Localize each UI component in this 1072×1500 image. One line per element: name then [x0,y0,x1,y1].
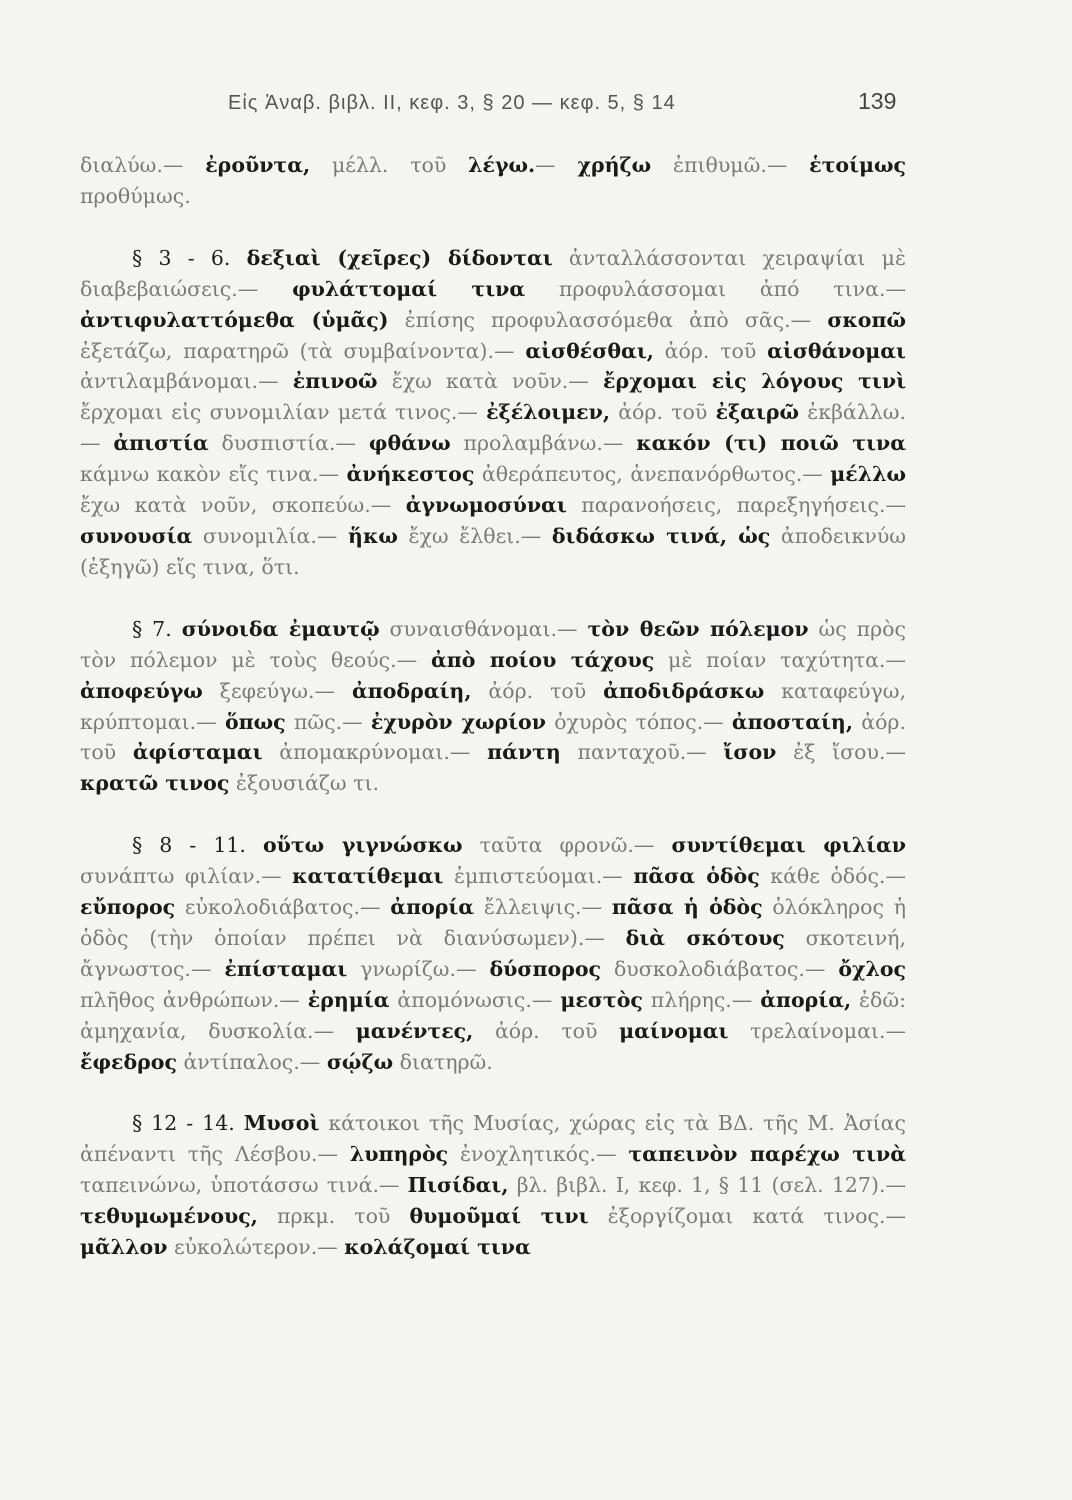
glossary-term: σῴζω [326,1049,394,1074]
glossary-term: πᾶσα ἡ ὁδὸς [611,895,763,920]
glossary-text [80,150,906,1294]
glossary-definition: ἐξοργίζομαι κατά τινος.— [588,1204,907,1229]
glossary-term: μανέντες, [355,1018,474,1043]
glossary-definition: ἐξουσιάζω τι. [229,771,380,796]
glossary-definition: προθύμως. [80,183,191,208]
glossary-definition: ἐνοχλητικός.— [448,1142,629,1167]
glossary-definition: τρελαίνομαι.— [728,1018,906,1043]
glossary-definition: συνάπτω φιλίαν.— [80,864,293,889]
glossary-definition: ἀόρ. τοῦ [471,678,604,703]
glossary-term: λυπηρὸς [349,1142,449,1167]
glossary-definition: σκοτεινή, ἄγνωστος.— [80,925,906,981]
section-marker: § 3 - 6. [132,245,231,270]
glossary-definition: ἔχω κατὰ νοῦν.— [377,369,603,394]
glossary-definition: ἐμπιστεύομαι.— [443,864,634,889]
glossary-definition: κάθε ὁδός.— [759,864,906,889]
glossary-term: ἀγνωμοσύναι [405,493,567,518]
glossary-term: ὄχλος [838,956,906,981]
glossary-definition: ταῦτα φρονῶ.— [462,833,672,858]
glossary-definition: ἀπομακρύνομαι.— [262,740,488,765]
glossary-term: μαίνομαι [619,1018,729,1043]
glossary-term: ἐροῦντα, [205,153,311,177]
glossary-definition: ἐπιθυμῶ.— [651,153,810,177]
glossary-definition: πλῆθος ἀνθρώπων.— [80,987,308,1012]
glossary-term: πᾶσα ὁδὸς [633,864,760,889]
glossary-definition: ἀποδεικνύω (ἐξηγῶ) εἴς τινα, ὅτι. [80,523,907,579]
glossary-definition: ὁλόκληρος ἡ ὁδὸς (τὴν ὁποίαν πρέπει νὰ διανύσωμεν).— [80,895,906,950]
glossary-definition: βλ. βιβλ. I, κεφ. 1, § 11 (σελ. 127).— [508,1173,906,1198]
glossary-term: μᾶλλον [80,1235,168,1260]
glossary-term: ἐξαιρῶ [715,400,800,425]
glossary-term: Μυσοὶ [243,1111,320,1136]
glossary-definition: ἀόρ. τοῦ [653,338,768,363]
glossary-term: ἀπιστία [113,431,209,456]
glossary-paragraph [80,150,906,212]
glossary-term: ὅπως [224,709,286,734]
glossary-term: ἀνήκεστος [346,462,475,487]
glossary-term: ἐρημία [307,987,390,1012]
section-marker: § 12 - 14. [132,1111,235,1136]
glossary-definition: μὲ ποίαν ταχύτητα.— [654,647,906,672]
glossary-definition: δυσκολοδιάβατος.— [600,956,839,981]
glossary-definition: ἔχω ἔλθει.— [397,523,552,548]
glossary-definition: — [535,153,578,177]
glossary-term: ἐξέλοιμεν, [486,400,610,425]
glossary-definition: ἐπίσης προφυλασσόμεθα ἀπὸ σᾶς.— [388,307,828,332]
glossary-term: ἀντιφυλαττόμεθα (ὑμᾶς) [80,307,389,332]
glossary-paragraph [80,830,906,1077]
glossary-term: διὰ σκότους [625,925,785,950]
section-marker: § 8 - 11. [132,833,246,858]
glossary-term: ἀποσταίη, [731,709,853,734]
glossary-definition: δυσπιστία.— [208,431,369,456]
glossary-term: λέγω. [468,153,536,177]
glossary-definition: ἀθεράπευτος, ἀνεπανόρθωτος.— [474,462,831,487]
glossary-definition: ὀχυρὸς τόπος.— [545,709,732,734]
section-marker: § 7. [132,616,172,641]
glossary-definition: συναισθάνομαι.— [379,616,588,641]
glossary-definition: διατηρῶ. [393,1049,493,1074]
glossary-definition: ἀόρ. τοῦ [609,400,716,425]
glossary-definition: ἔχω κατὰ νοῦν, σκοπεύω.— [80,493,406,518]
glossary-term: σύνοιδα ἐμαυτῷ [181,616,380,641]
glossary-definition: ἐκβάλλω.— [80,400,906,456]
glossary-definition: κάμνω κακὸν εἴς τινα.— [80,462,347,487]
glossary-term: ἀποφεύγω [80,678,203,703]
glossary-term: τὸν θεῶν πόλεμον [587,616,809,641]
glossary-definition: προφυλάσσομαι ἀπό τινα.— [525,276,906,301]
glossary-definition: ἀνταλλάσσονται χειραψίαι μὲ διαβεβαιώσεις.— [80,245,906,301]
glossary-term: δύσπορος [489,956,601,981]
glossary-term: χρήζω [577,153,652,177]
glossary-definition: ἀντιλαμβάνομαι.— [80,369,293,394]
glossary-term: κατατίθεμαι [292,864,444,889]
glossary-term: κακόν (τι) ποιῶ τινα [636,431,906,456]
glossary-definition: ἀόρ. τοῦ [80,709,906,765]
glossary-definition: ἔρχομαι εἰς συνομιλίαν μετά τινος.— [80,400,487,425]
glossary-term: μεστὸς [560,987,643,1012]
glossary-term: ἔφεδρος [80,1049,177,1074]
glossary-term: συνουσία [80,523,193,548]
running-head: Εἰς Ἀναβ. βιβλ. II, κεφ. 3, § 20 — κεφ. 5, § 14 [228,92,676,114]
glossary-term: διδάσκω τινά, ὡς [551,523,771,548]
glossary-term: σκοπῶ [827,307,906,332]
glossary-term: φθάνω [368,431,451,456]
glossary-definition: μέλλ. τοῦ [310,153,469,177]
glossary-term: ἐχυρὸν χωρίον [370,709,546,734]
glossary-definition: ἀντίπαλος.— [176,1049,327,1074]
glossary-term: δεξιαὶ (χεῖρες) δίδονται [246,245,553,270]
glossary-definition: ταπεινώνω, ὑποτάσσω τινά.— [80,1173,408,1198]
glossary-definition: ἐδῶ: ἀμηχανία, δυσκολία.— [80,987,906,1043]
glossary-term: πάντη [487,740,561,765]
glossary-term: ἀφίσταμαι [132,740,263,765]
glossary-paragraph [80,614,906,799]
glossary-definition: καταφεύγω, κρύπτομαι.— [80,678,906,734]
glossary-term: ἀπορία, [760,987,852,1012]
glossary-term: ἀπὸ ποίου τάχους [430,647,655,672]
glossary-term: μέλλω [830,462,906,487]
glossary-term: ταπεινὸν παρέχω τινὰ [628,1142,907,1167]
glossary-term: ἥκω [348,523,398,548]
glossary-term: αἰσθέσθαι, [525,338,654,363]
glossary-term: τεθυμωμένους, [80,1204,258,1229]
glossary-definition: ὡς πρὸς τὸν πόλεμον μὲ τοὺς θεούς.— [80,616,906,672]
glossary-term: ἀπορία [390,895,475,920]
glossary-definition: προλαμβάνω.— [450,431,637,456]
glossary-definition: γνωρίζω.— [347,956,490,981]
glossary-definition: πρκμ. τοῦ [257,1204,410,1229]
glossary-definition: ἀόρ. τοῦ [473,1018,620,1043]
glossary-definition: εὐκολοδιάβατος.— [175,895,391,920]
glossary-term: ἔρχομαι εἰς λόγους τινὶ [602,369,906,394]
glossary-term: φυλάττομαί τινα [292,276,526,301]
glossary-definition: ἐξ ἴσου.— [776,740,906,765]
glossary-term: ἀποδιδράσκω [603,678,765,703]
glossary-term: ἑτοίμως [809,153,906,177]
glossary-term: θυμοῦμαί τινι [409,1204,589,1229]
glossary-term: Πισίδαι, [407,1173,509,1198]
glossary-definition: πλήρης.— [642,987,761,1012]
glossary-term: αἰσθάνομαι [767,338,906,363]
glossary-definition: ξεφεύγω.— [202,678,352,703]
glossary-definition: συνομιλία.— [192,523,349,548]
glossary-term: ἐπίσταμαι [224,956,348,981]
glossary-definition: πανταχοῦ.— [560,740,724,765]
glossary-definition: εὐκολώτερον.— [167,1235,345,1260]
page-number: 139 [858,88,897,114]
glossary-term: συντίθεμαι φιλίαν [671,833,906,858]
glossary-definition: παρανοήσεις, παρεξηγήσεις.— [566,493,906,518]
glossary-definition: διαλύω.— [80,153,206,177]
glossary-definition: κάτοικοι τῆς Μυσίας, χώρας εἰς τὰ ΒΔ. τῆς Μ. Ἀσίας ἀπέναντι τῆς Λέσβου.— [80,1111,906,1167]
glossary-term: κολάζομαί τινα [344,1235,531,1260]
glossary-definition: πῶς.— [285,709,371,734]
glossary-definition: ἐξετάζω, παρατηρῶ (τὰ συμβαίνοντα).— [80,338,526,363]
glossary-term: ἐπινοῶ [292,369,378,394]
glossary-paragraph [80,1108,906,1263]
glossary-definition: ἀπομόνωσις.— [389,987,561,1012]
glossary-term: ἀποδραίη, [351,678,472,703]
glossary-definition: ἔλλειψις.— [474,895,612,920]
glossary-term: κρατῶ τινος [80,771,230,796]
glossary-paragraph [80,243,906,583]
glossary-term: οὕτω γιγνώσκω [262,833,463,858]
glossary-term: ἴσον [723,740,777,765]
glossary-term: εὔπορος [80,895,176,920]
